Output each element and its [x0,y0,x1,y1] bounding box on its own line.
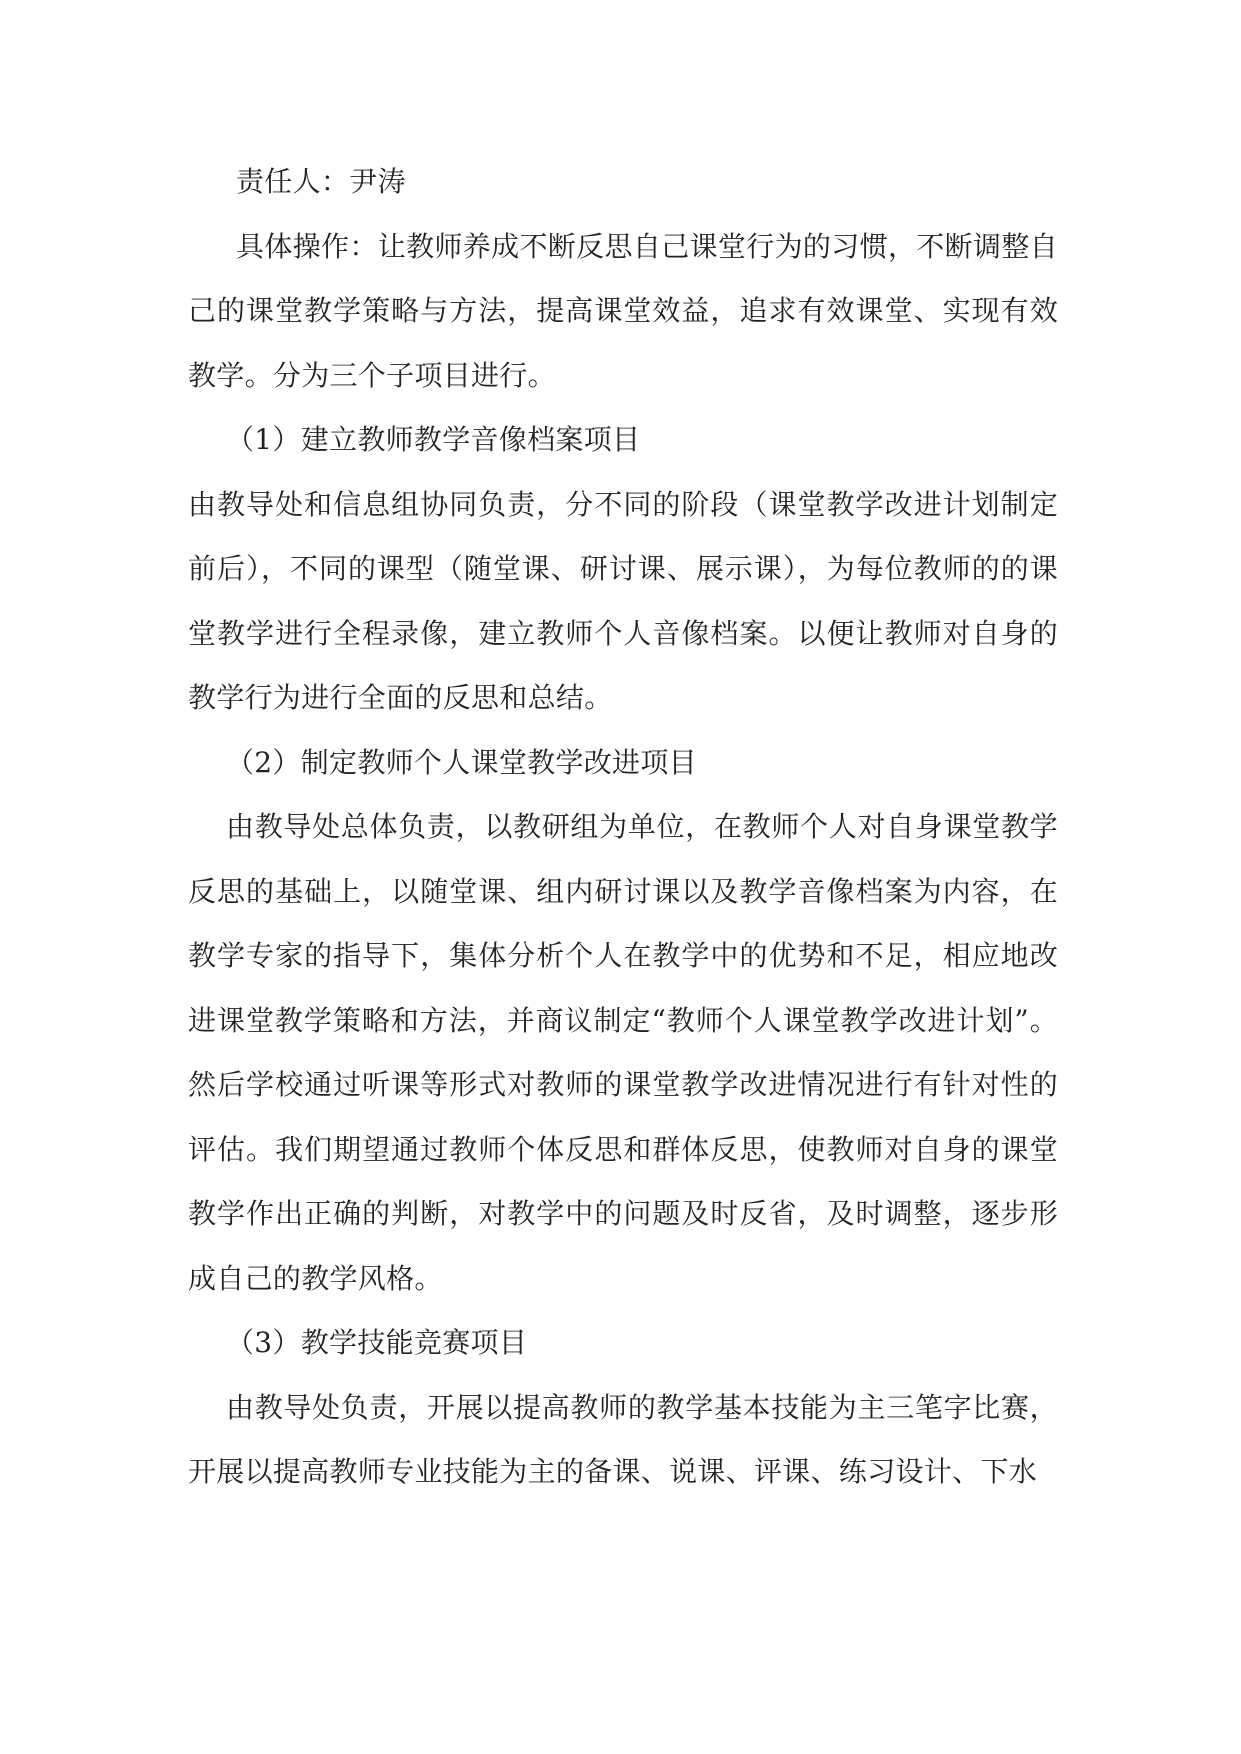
operation-intro-paragraph: 具体操作：让教师养成不断反思自己课堂行为的习惯，不断调整自己的课堂教学策略与方法，提高课堂效益，追求有效课堂、实现有效教学。分为三个子项目进行。 [188,229,1058,392]
item3-body-paragraph: 由教导处负责，开展以提高教师的教学基本技能为主三笔字比赛，开展以提高教师专业技能为主的备课、说课、评课、练习设计、下水 [188,1390,1058,1488]
item2-body-paragraph: 由教导处总体负责，以教研组为单位，在教师个人对自身课堂教学反思的基础上，以随堂课、组内研讨课以及教学音像档案为内容，在教学专家的指导下，集体分析个人在教学中的优势和不足，相应地改进课堂教学策略和方法，并商议制定“教师个人课堂教学改进计划”。然后学校通过听课等形式对教师的课堂教学改进情况进行有针对性的评估。我们期望通过教师个体反思和群体反思，使教师对自身的课堂教学作出正确的判断，对教学中的问题及时反省，及时调整，逐步形成自己的教学风格。 [188,810,1058,1295]
item1-body-paragraph: 由教导处和信息组协同负责，分不同的阶段（课堂教学改进计划制定前后），不同的课型（随堂课、研讨课、展示课），为每位教师的的课堂教学进行全程录像，建立教师个人音像档案。以便让教师对自身的教学行为进行全面的反思和总结。 [188,487,1058,714]
item1-heading: （1）建立教师教学音像档案项目 [226,423,641,456]
item2-heading: （2）制定教师个人课堂教学改进项目 [226,745,697,779]
item3-heading: （3）教学技能竞赛项目 [226,1326,528,1359]
document-body [188,150,1058,1505]
responsible-person: 责任人：尹涛 [236,165,406,198]
